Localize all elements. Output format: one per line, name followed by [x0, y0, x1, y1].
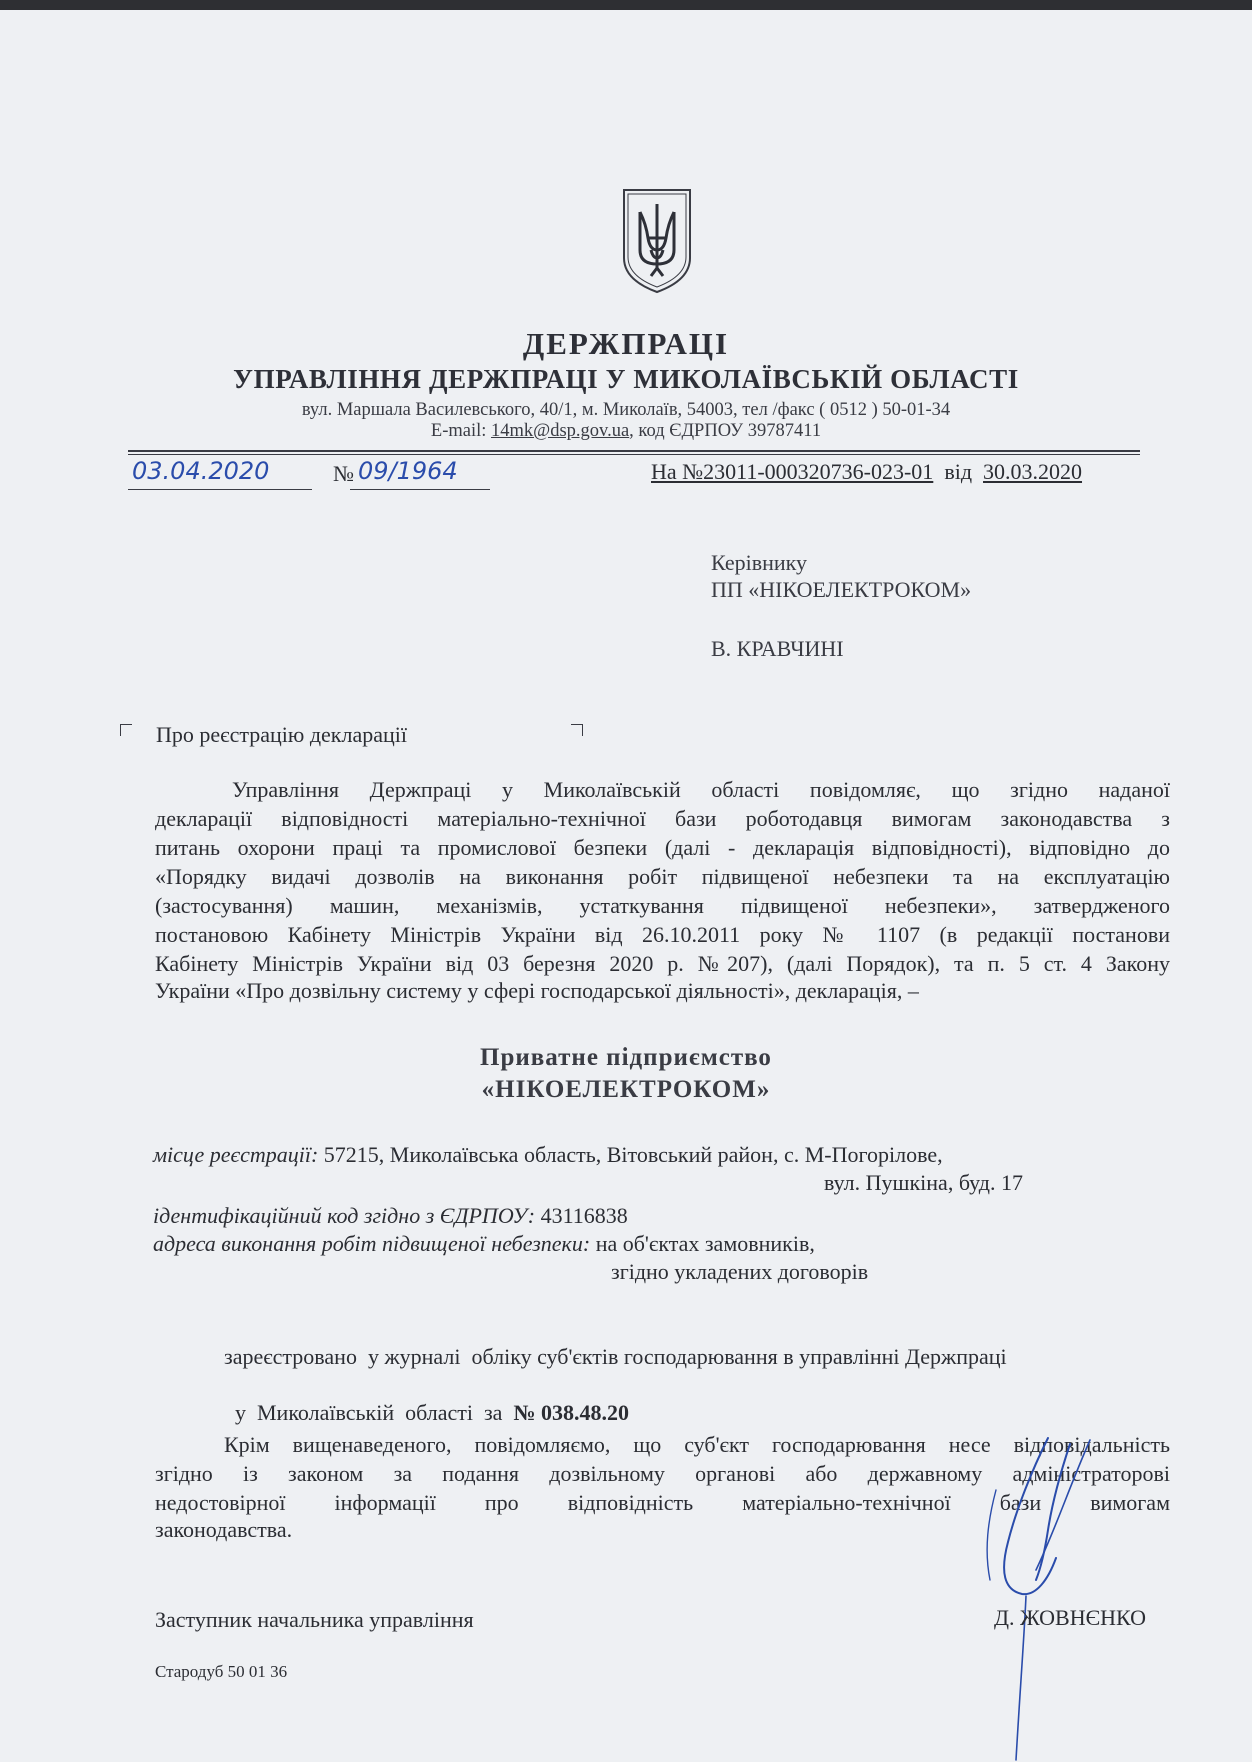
scan-top-border — [0, 0, 1252, 10]
reg-place-line — [153, 1142, 943, 1168]
registration-line-1: зареєстровано у журналі обліку суб'єктів господарювання в управлінні Держпраці — [224, 1344, 1007, 1369]
reference-from-label: від — [944, 459, 973, 484]
addressee-name: В. КРАВЧИНІ — [711, 636, 844, 661]
body-line-4: «Порядку видачі дозволів на виконання робіт підвищеної небезпеки та на експлуатацію — [155, 864, 1170, 889]
subject: Про реєстрацію декларації — [156, 722, 407, 747]
header-rule-thin — [128, 454, 1140, 455]
enterprise-name: «НІКОЕЛЕКТРОКОМ» — [481, 1076, 771, 1103]
resp-line-2: згідно із законом за подання дозвільному органові або державному адміністраторові — [155, 1461, 1170, 1486]
code-value: 43116838 — [540, 1203, 628, 1228]
subject-corner-right — [571, 724, 583, 736]
resp-line-4: законодавства. — [155, 1517, 293, 1542]
edrpou-code: , код ЄДРПОУ 39787411 — [629, 421, 822, 441]
code-label: ідентифікаційний код згідно з ЄДРПОУ: — [153, 1203, 536, 1228]
reference-date: 30.03.2020 — [983, 459, 1083, 484]
address-line: вул. Маршала Василевського, 40/1, м. Миколаїв, 54003, тел /факс ( 0512 ) 50-01-34 — [301, 400, 951, 420]
date-underline — [128, 489, 312, 490]
handwritten-signature — [960, 1430, 1190, 1762]
reg-place-value: 57215, Миколаївська область, Вітовський район, с. М-Погорілове, — [323, 1142, 943, 1167]
signatory-position: Заступник начальника управління — [155, 1607, 474, 1632]
registration-number: № 038.48.20 — [513, 1400, 630, 1425]
resp-line-3: недостовірної інформації про відповідність матеріально-технічної бази вимогам — [155, 1490, 1170, 1515]
email-prefix: E-mail: — [430, 421, 492, 441]
number-sign: № — [333, 461, 354, 486]
body-line-1: Управління Держпраці у Миколаївській області повідомляє, що згідно наданої — [232, 777, 1170, 802]
work-address-value: на об'єктах замовників, — [595, 1231, 815, 1256]
reg-place-label: місце реєстрації: — [153, 1142, 319, 1167]
department-name: УПРАВЛІННЯ ДЕРЖПРАЦІ У МИКОЛАЇВСЬКІЙ ОБЛАСТІ — [233, 364, 1019, 394]
email-line — [0, 421, 1252, 442]
outgoing-number: 09/1964 — [358, 457, 458, 485]
email-link[interactable]: 14mk@dsp.gov.ua — [491, 421, 630, 441]
body-line-8: України «Про дозвільну систему у сфері господарської діяльності», декларація, – — [155, 978, 919, 1003]
addressee-company: ПП «НІКОЕЛЕКТРОКОМ» — [711, 577, 972, 602]
body-line-3: питань охорони праці та промислової безпеки (далі - декларація відповідності), відповідно до — [155, 835, 1170, 860]
header-rule — [128, 450, 1140, 452]
executor-contact: Стародуб 50 01 36 — [155, 1662, 288, 1681]
reg-place-street: вул. Пушкіна, буд. 17 — [824, 1170, 1023, 1195]
number-underline — [350, 489, 490, 490]
enterprise-type: Приватне підприємство — [480, 1044, 772, 1071]
reference-number: На №23011-000320736-023-01 — [651, 459, 934, 484]
code-line — [153, 1203, 628, 1229]
addressee-title: Керівнику — [711, 550, 808, 575]
work-address-value-2: згідно укладених договорів — [611, 1259, 869, 1284]
reference-line — [651, 459, 1082, 485]
work-address-line — [153, 1231, 815, 1257]
resp-line-1: Крім вищенаведеного, повідомляємо, що суб'єкт господарювання несе відповідальність — [224, 1432, 1170, 1457]
registration-line-2 — [224, 1374, 629, 1426]
body-line-2: декларації відповідності матеріально-технічної бази роботодавця вимогам законодавства з — [155, 806, 1170, 831]
ukraine-trident-emblem — [620, 188, 694, 294]
work-address-label: адреса виконання робіт підвищеної небезпеки: — [153, 1231, 591, 1256]
signatory-name: Д. ЖОВНЄНКО — [994, 1605, 1147, 1630]
body-line-5: (застосування) машин, механізмів, устаткування підвищеної небезпеки», затвердженого — [155, 893, 1170, 918]
body-line-7: Кабінету Міністрів України від 03 березня 2020 р. №207), (далі Порядок), та п. 5 ст. 4 Закону — [155, 951, 1170, 976]
body-line-6: постановою Кабінету Міністрів України від 26.10.2011 року № 1107 (в редакції постанови — [155, 922, 1170, 947]
subject-corner-left — [120, 724, 132, 736]
org-name: ДЕРЖПРАЦІ — [522, 326, 730, 361]
outgoing-date: 03.04.2020 — [132, 457, 270, 485]
registration-prefix: у Миколаївській області за — [235, 1400, 514, 1425]
